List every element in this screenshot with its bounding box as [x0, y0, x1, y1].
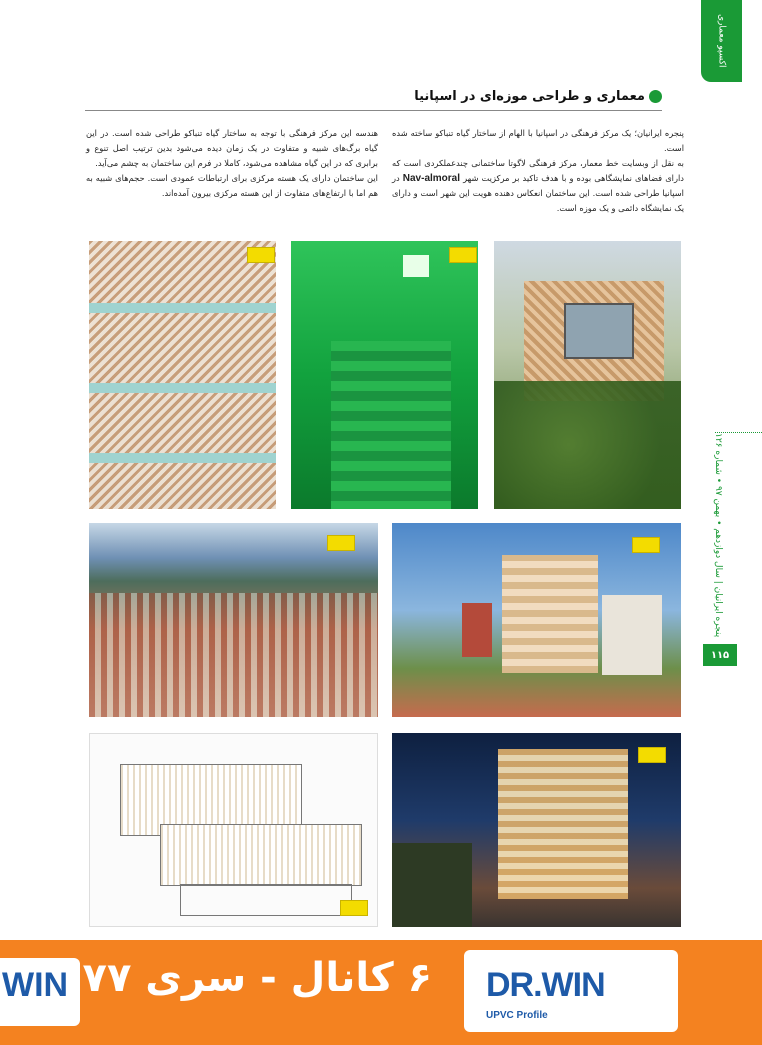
photo-section-drawing: [89, 733, 378, 927]
latin-term: Nav-almoral: [402, 173, 461, 184]
paragraph: هندسه این مرکز فرهنگی با توجه به ساختار گیاه تنباکو طراحی شده است. در این گیاه برگ‌های شبیه و متفاوت در یک زمان دیده می‌شود بدین ترتیب اصل تنوع و برابری که در این گیاه مشاهده می‌شود، کاملا در فرم این ساختمان به چشم می‌آید.: [86, 128, 378, 168]
article-heading: [414, 89, 662, 104]
section-tab: [701, 0, 742, 82]
section-tab-label: اکسپو معماری: [716, 14, 727, 68]
photo-facade-tree: [494, 241, 681, 509]
paragraph: این ساختمان دارای یک هسته مرکزی برای ارتباطات عمودی است. حجم‌های شبیه به هم اما با ارتفاع‌های متفاوت از این هسته مرکزی بیرون آمده‌اند.: [86, 173, 378, 198]
sidebar-issue-info: پنجره ایرانیان | سال دوازدهم • بهمن ۹۷ • شماره ۱۲۶: [713, 432, 723, 638]
banner-headline: ۶ کانال - سری ۷۷: [82, 955, 432, 1001]
text-column-left: [86, 126, 378, 201]
photo-facade-people: [89, 241, 276, 509]
brand-name: DR.WIN: [486, 966, 605, 1004]
paragraph: پنجره ایرانیان؛ یک مرکز فرهنگی در اسپانیا با الهام از ساختار گیاه تنباکو ساخته شده است.: [392, 128, 684, 153]
brand-left-text: WIN: [2, 966, 69, 1004]
photo-building-street: [392, 523, 681, 717]
heading-bullet-icon: [649, 90, 662, 103]
text-column-right: [392, 126, 684, 216]
brand-subtitle: UPVC Profile: [486, 1010, 548, 1021]
photo-green-stair: [291, 241, 478, 509]
page-number: ۱۱۵: [703, 644, 737, 666]
photo-town-panorama: [89, 523, 378, 717]
paragraph: به نقل از وبسایت خط معمار، مرکز فرهنگی لاگوتا ساختمانی چندعملکردی است که دارای فضاهای نمایشگاهی بوده و با هدف تاکید بر مرکزیت شهر Nav-almoral در اسپانیا طراحی شده است. این ساختمان انعکاس دهنده هویت این شهر است و دارای یک نمایشگاه دائمی و یک موزه است.: [392, 158, 684, 213]
heading-text: معماری و طراحی موزه‌ای در اسپانیا: [414, 89, 645, 104]
heading-divider: [85, 110, 662, 111]
photo-building-night: [392, 733, 681, 927]
